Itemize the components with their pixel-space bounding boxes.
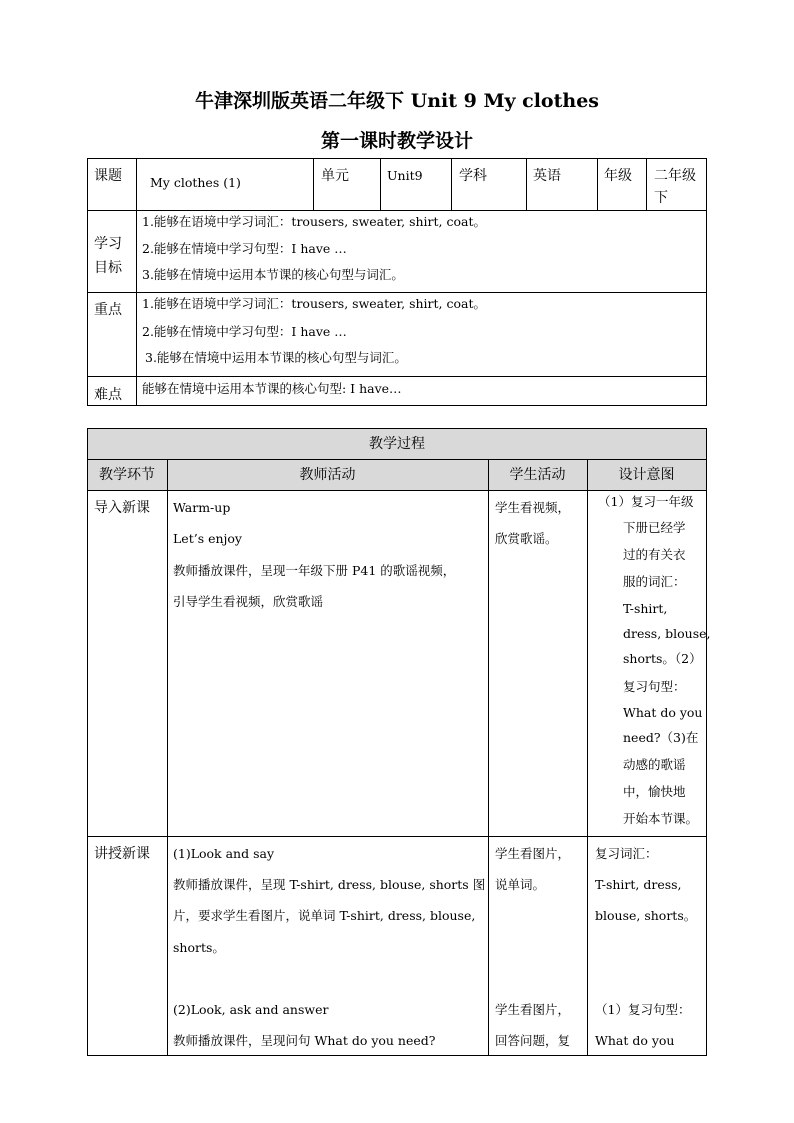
difficulty-label: 难点 xyxy=(94,387,122,403)
teacher-line: 教师播放课件，呈现一年级下册 P41 的歌谣视频， xyxy=(173,563,456,578)
teacher-line: 教师播放课件，呈现 T-shirt, dress, blouse, shorts 图 xyxy=(173,877,486,892)
unit-value: Unit9 xyxy=(387,168,423,183)
objectives-label-cont: 目标 xyxy=(94,260,122,276)
intent-line: dress, blouse, xyxy=(623,626,711,641)
student-line: 欣赏歌谣。 xyxy=(495,531,558,546)
column-header: 设计意图 xyxy=(618,467,675,483)
subject-label: 学科 xyxy=(459,168,487,184)
teacher-line: (1)Look and say xyxy=(173,846,275,861)
teacher-line: (2)Look, ask and answer xyxy=(173,1002,329,1017)
objective-item: 2.能够在情境中学习句型：I have … xyxy=(142,241,347,256)
intent-line: T-shirt, xyxy=(623,601,668,616)
teacher-line: 教师播放课件，呈现问句 What do you need? xyxy=(173,1033,436,1048)
unit-label: 单元 xyxy=(321,168,349,184)
teacher-line: Let’s enjoy xyxy=(173,531,242,546)
teacher-line: 片，要求学生看图片，说单词 T-shirt, dress, blouse, xyxy=(173,908,476,923)
intent-line: 服的词汇： xyxy=(623,574,686,589)
intent-line: need?（3)在 xyxy=(623,730,699,745)
objective-item: 1.能够在语境中学习词汇：trousers, sweater, shirt, coat。 xyxy=(142,214,486,229)
intent-line: 过的有关衣 xyxy=(623,547,686,562)
process-header: 教学过程 xyxy=(369,436,425,452)
intent-line: 开始本节课。 xyxy=(623,811,699,826)
subject-value: 英语 xyxy=(533,168,561,184)
intent-line: What do you xyxy=(623,705,703,720)
keypoint-item: 2.能够在情境中学习句型：I have … xyxy=(142,324,347,339)
student-line: 学生看视频， xyxy=(495,500,571,515)
intent-line: 中，愉快地 xyxy=(623,784,686,799)
intent-line: blouse, shorts。 xyxy=(595,908,697,923)
column-header: 教师活动 xyxy=(299,467,356,483)
intent-line: T-shirt, dress, xyxy=(595,877,682,892)
topic-value: My clothes (1) xyxy=(150,175,241,190)
intent-line: What do you xyxy=(595,1033,675,1048)
objectives-label: 学习 xyxy=(94,236,122,252)
student-line: 学生看图片， xyxy=(495,846,571,861)
intent-line: （1）复习句型： xyxy=(595,1002,691,1017)
intent-line: （1）复习一年级 xyxy=(598,494,694,509)
intent-line: 复习词汇： xyxy=(595,846,658,861)
teacher-line: Warm-up xyxy=(173,500,231,515)
column-header: 学生活动 xyxy=(509,467,566,483)
keypoint-item: 1.能够在语境中学习词汇：trousers, sweater, shirt, coat。 xyxy=(142,296,486,311)
intent-line: 下册已经学 xyxy=(623,520,686,535)
student-line: 回答问题，复 xyxy=(495,1033,571,1048)
topic-label: 课题 xyxy=(94,168,122,184)
keypoint-item: 3.能够在情境中运用本节课的核心句型与词汇。 xyxy=(145,350,407,365)
student-line: 学生看图片， xyxy=(495,1002,571,1017)
stage-cell: 讲授新课 xyxy=(94,846,150,862)
stage-cell: 导入新课 xyxy=(94,500,150,516)
intent-line: shorts。（2） xyxy=(623,651,702,666)
difficulty-text: 能够在情境中运用本节课的核心句型: I have… xyxy=(142,381,402,396)
page-subtitle: 第一课时教学设计 xyxy=(320,130,473,152)
intent-line: 复习句型： xyxy=(623,679,686,694)
intent-line: 动感的歌谣 xyxy=(623,757,686,772)
keypoints-label: 重点 xyxy=(94,302,122,318)
teacher-line: shorts。 xyxy=(173,940,225,955)
page-title: 牛津深圳版英语二年级下 Unit 9 My clothes xyxy=(195,90,599,112)
grade-value: 二年级 xyxy=(654,168,696,184)
student-line: 说单词。 xyxy=(495,877,546,892)
grade-label: 年级 xyxy=(604,168,632,184)
column-header: 教学环节 xyxy=(99,467,155,483)
grade-value-cont: 下 xyxy=(654,190,668,206)
teacher-line: 引导学生看视频，欣赏歌谣 xyxy=(173,594,324,609)
objective-item: 3.能够在情境中运用本节课的核心句型与词汇。 xyxy=(142,267,404,282)
